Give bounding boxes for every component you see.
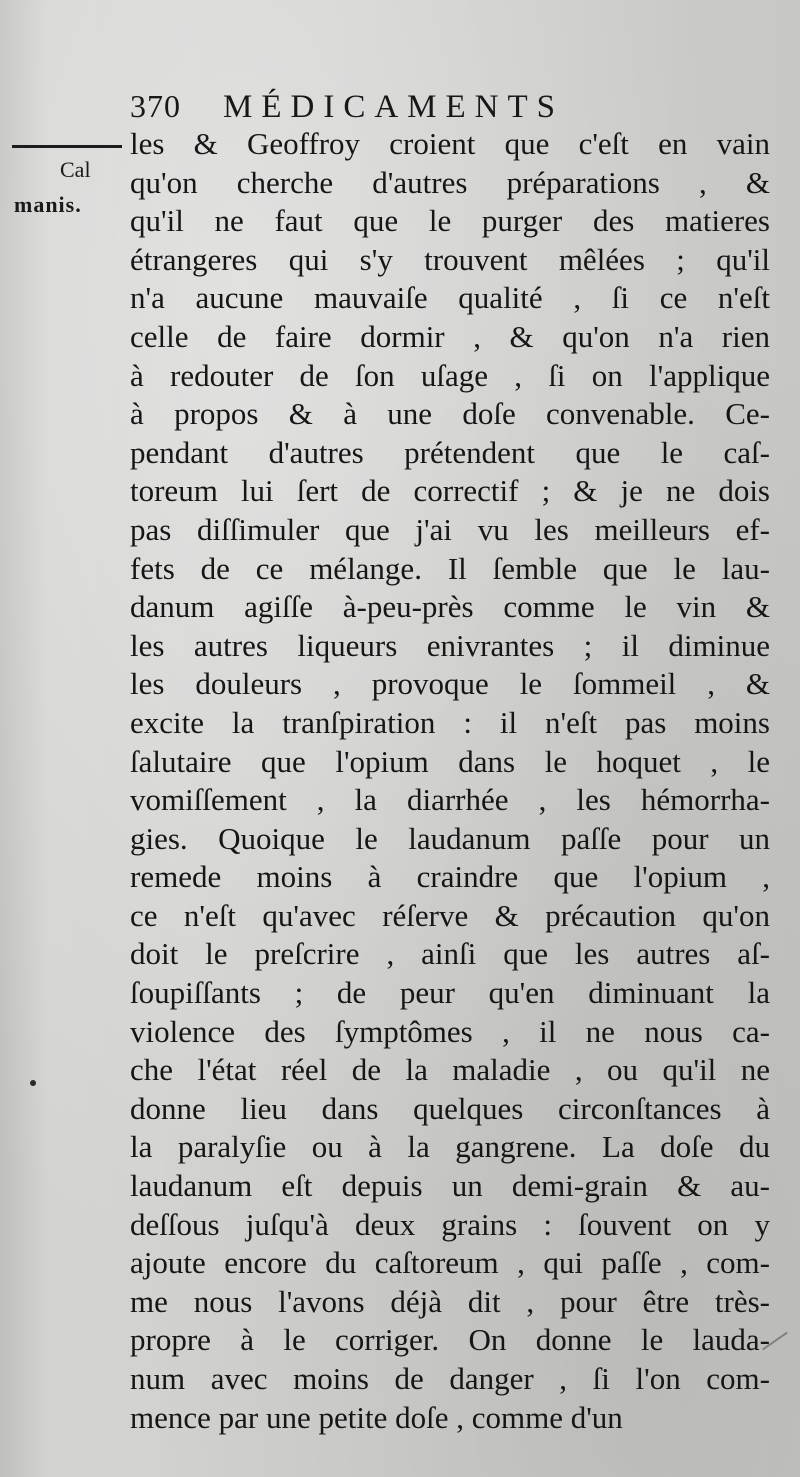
text-line: pendant d'autres prétendent que le caſ-	[130, 434, 770, 470]
text-line: étrangeres qui s'y trouvent mêlées ; qu'il	[130, 241, 770, 277]
margin-note	[14, 152, 124, 222]
text-line: gies. Quoique le laudanum paſſe pour un	[130, 820, 770, 856]
text-line: la paralyſie ou à la gangrene. La doſe du	[130, 1129, 770, 1165]
text-line: ce n'eſt qu'avec réſerve & précaution qu'on	[130, 897, 770, 933]
margin-note-line-1: Cal	[60, 157, 91, 182]
text-line: ajoute encore du caſtoreum , qui paſſe , com-	[130, 1245, 770, 1281]
text-line: deſſous juſqu'à deux grains : ſouvent on y	[130, 1206, 770, 1242]
page-header	[130, 88, 564, 128]
text-line: mence par une petite doſe , comme d'un	[130, 1399, 623, 1435]
text-line: à redouter de ſon uſage , ſi on l'applique	[130, 357, 770, 393]
text-line: fets de ce mélange. Il ſemble que le lau-	[130, 550, 770, 586]
margin-note-line-2: manis.	[14, 192, 82, 217]
text-line: me nous l'avons déjà dit , pour être très-	[130, 1283, 770, 1319]
text-line: laudanum eſt depuis un demi-grain & au-	[130, 1168, 770, 1204]
text-line: celle de faire dormir , & qu'on n'a rien	[130, 318, 770, 354]
text-line: qu'il ne faut que le purger des matieres	[130, 203, 770, 239]
margin-rule	[12, 145, 122, 148]
text-line: qu'on cherche d'autres préparations , &	[130, 164, 770, 200]
text-line: danum agiſſe à-peu-près comme le vin &	[130, 589, 770, 625]
ink-speck	[30, 1080, 36, 1086]
text-line: excite la tranſpiration : il n'eſt pas moins	[130, 704, 770, 740]
text-line: propre à le corriger. On donne le lauda-	[130, 1322, 770, 1358]
text-line: doit le preſcrire , ainſi que les autres aſ-	[130, 936, 770, 972]
body-text	[130, 125, 770, 1437]
text-line: toreum lui ſert de correctif ; & je ne dois	[130, 473, 770, 509]
text-line: n'a aucune mauvaiſe qualité , ſi ce n'eſt	[130, 280, 770, 316]
text-line: ſoupiſſants ; de peur qu'en diminuant la	[130, 975, 770, 1011]
page-number: 370	[130, 88, 181, 124]
text-line: violence des ſymptômes , il ne nous ca-	[130, 1013, 770, 1049]
running-title: MÉDICAMENTS	[223, 89, 565, 125]
text-line: num avec moins de danger , ſi l'on com-	[130, 1361, 770, 1396]
text-line: pas diſſimuler que j'ai vu les meilleurs ef-	[130, 511, 770, 547]
text-line: les autres liqueurs enivrantes ; il diminue	[130, 627, 770, 663]
text-line: les douleurs , provoque le ſommeil , &	[130, 666, 770, 702]
text-line: les & Geoffroy croient que c'eſt en vain	[130, 126, 770, 161]
text-line: remede moins à craindre que l'opium ,	[130, 859, 770, 895]
text-line: vomiſſement , la diarrhée , les hémorrha-	[130, 782, 770, 818]
text-line: che l'état réel de la maladie , ou qu'il ne	[130, 1052, 770, 1088]
text-line: donne lieu dans quelques circonſtances à	[130, 1090, 770, 1126]
text-line: à propos & à une doſe convenable. Ce-	[130, 396, 770, 432]
text-line: ſalutaire que l'opium dans le hoquet , le	[130, 743, 770, 779]
